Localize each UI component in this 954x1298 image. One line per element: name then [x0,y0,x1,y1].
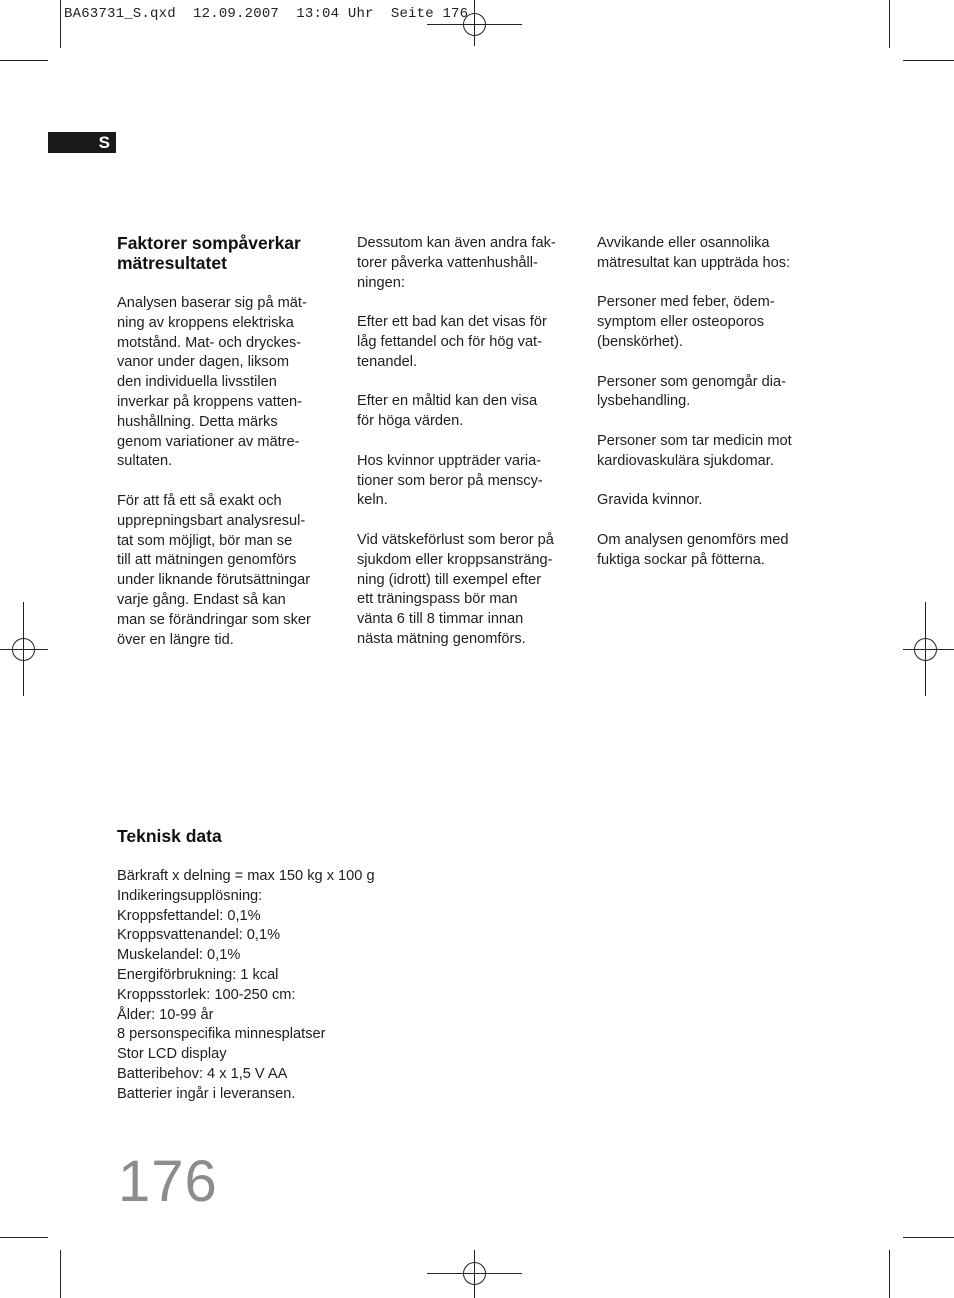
paragraph: Efter en måltid kan den visa för höga värden. [357,393,538,430]
crop-mark [60,0,61,48]
paragraph: Avvikande eller osannolika mätresultat kan uppträda hos: [597,235,791,271]
crop-mark [0,1237,48,1238]
crop-mark [903,60,954,61]
list-item: Ålder: 10-99 år [117,1006,214,1023]
language-badge [48,132,116,153]
paragraph: Efter ett bad kan det visas för låg fettandel och för hög vat- tenandel. [357,314,547,370]
crop-mark [889,0,890,48]
crop-mark [889,1250,890,1298]
section-title-tech: Teknisk data [117,826,222,846]
print-slug: BA63731_S.qxd 12.09.2007 13:04 Uhr Seite 176 [64,6,469,22]
tech-data-list [117,867,537,1105]
factors-column-1 [117,233,339,670]
paragraph: Hos kvinnor uppträder varia- tioner som beror på menscy- keln. [357,452,543,509]
crop-mark [60,1250,61,1298]
paragraph: Personer som tar medicin mot kardiovaskulära sjukdomar. [597,432,792,469]
page-number: 176 [118,1149,218,1214]
list-item: Kroppsvattenandel: 0,1% [117,927,281,944]
paragraph: Om analysen genomförs med fuktiga sockar på fötterna. [597,531,789,568]
list-item: 8 personspecifika minnesplatser [117,1026,326,1043]
factors-column-2 [357,234,582,670]
paragraph: Personer med feber, ödem- symptom eller osteoporos (benskörhet). [597,294,775,350]
tech-data-section [117,826,537,1105]
list-item: Muskelandel: 0,1% [117,947,241,964]
list-item: Kroppsstorlek: 100-250 cm: [117,986,296,1003]
crop-mark [903,1237,954,1238]
language-letter: S [98,133,110,152]
section-title-factors: Faktorer sompåverkar mätresultatet [117,233,301,273]
registration-target-icon [914,638,937,661]
factors-column-3 [597,234,827,590]
paragraph: Vid vätskeförlust som beror på sjukdom eller kroppsansträng- ning (idrott) till exempel efter ett träningspass bör man vänta 6 till 8 timmar innan nästa mätning genomförs. [357,531,554,647]
list-item: Bärkraft x delning = max 150 kg x 100 g [117,868,375,884]
list-item: Kroppsfettandel: 0,1% [117,907,261,924]
paragraph: Personer som genomgår dia- lysbehandling. [597,373,786,410]
list-item: Batterier ingår i leveransen. [117,1085,296,1102]
registration-target-icon [463,1262,486,1285]
registration-target-icon [463,13,486,36]
paragraph: Dessutom kan även andra fak- torer påverka vattenhushåll- ningen: [357,235,556,291]
list-item: Stor LCD display [117,1046,227,1063]
list-item: Batteribehov: 4 x 1,5 V AA [117,1065,288,1082]
registration-target-icon [12,638,35,661]
paragraph: För att få ett så exakt och upprepningsbart analysresul- tat som möjligt, bör man se till att mätningen genomförs under liknande förutsättningar varje gång. Endast så kan man se förändringar som sker över en längre tid. [117,492,311,648]
paragraph: Analysen baserar sig på mät- ning av kroppens elektriska motstånd. Mat- och dryckes- vanor under dagen, liksom den individuella livsstilen inverkar på kroppens vatten- hushållning. Detta märks genom variationer av mätre- sultaten. [117,295,307,470]
paragraph: Gravida kvinnor. [597,492,703,509]
list-item: Energiförbrukning: 1 kcal [117,966,279,983]
list-item: Indikeringsupplösning: [117,887,263,904]
crop-mark [0,60,48,61]
